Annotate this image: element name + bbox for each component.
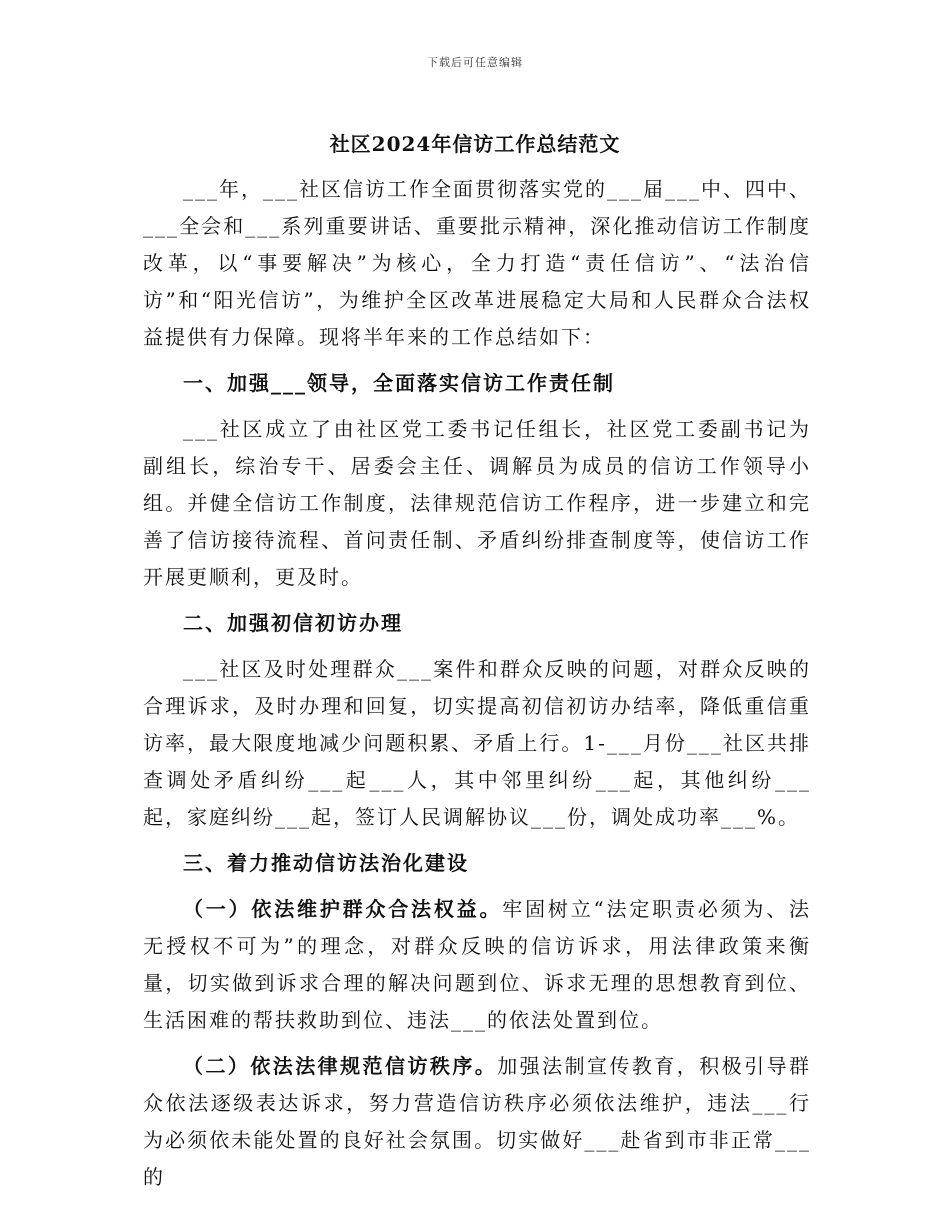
document-body	[143, 171, 811, 1196]
document-title: 社区2024年信访工作总结范文	[329, 132, 621, 156]
section-3-item-1	[143, 891, 811, 1039]
intro-paragraph: ___年，___社区信访工作全面贯彻落实党的___届___中、四中、___全会和___系列重要讲话、重要批示精神，深化推动信访工作制度改革，以“事要解决”为核心，全力打造“责任信访”、“法治信访”和“阳光信访”，为维护全区改革进展稳定大局和人民群众合法权益提供有力保障。现将半年来的工作总结如下：	[143, 177, 811, 349]
section-3-item-2	[143, 1048, 811, 1196]
item-1-body: 牢固树立“法定职责必须为、法无授权不可为”的理念，对群众反映的信访诉求，用法律政策来衡量，切实做到诉求合理的解决问题到位、诉求无理的思想教育到位、生活困难的帮扶救助到位、违法___的依法处置到位。	[143, 897, 812, 1032]
page-header-note: 下载后可任意编辑	[427, 56, 523, 69]
section-1-paragraph: ___社区成立了由社区党工委书记任组长，社区党工委副书记为副组长，综治专干、居委会主任、调解员为成员的信访工作领导小组。并健全信访工作制度，法律规范信访工作程序，进一步建立和完善了信访接待流程、首问责任制、矛盾纠纷排查制度等，使信访工作开展更顺利，更及时。	[143, 417, 811, 589]
item-1-lead: （一）依法维护群众合法权益。	[183, 897, 503, 921]
item-2-body: 加强法制宣传教育，积极引导群众依法逐级表达诉求，努力营造信访秩序必须依法维护，违法___行为必须依未能处置的良好社会氛围。切实做好___赴省到市非正常___的	[143, 1054, 812, 1189]
section-3-heading: 三、着力推动信访法治化建设	[183, 851, 469, 875]
section-2-paragraph: ___社区及时处理群众___案件和群众反映的问题，对群众反映的合理诉求，及时办理和回复，切实提高初信初访办结率，降低重信重访率，最大限度地减少问题积累、矛盾上行。1-___月份___社区共排查调处矛盾纠纷___起___人，其中邻里纠纷___起，其他纠纷___起，家庭纠纷___起，签订人民调解协议___份，调处成功率___%。	[143, 657, 811, 829]
section-1-heading: 一、加强___领导，全面落实信访工作责任制	[183, 371, 615, 395]
section-2-heading: 二、加强初信初访办理	[183, 611, 403, 635]
item-2-lead: （二）依法法律规范信访秩序。	[183, 1054, 498, 1078]
